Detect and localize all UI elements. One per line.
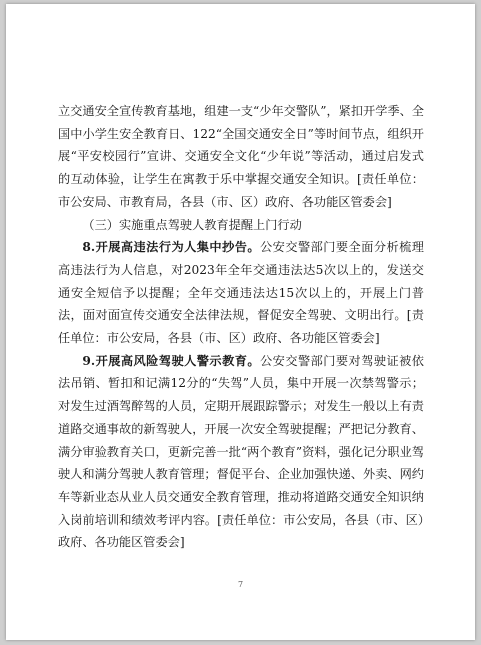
- item-paragraph-9: [58, 350, 424, 554]
- continuation-paragraph: 立交通安全宣传教育基地，组建一支“少年交警队”，紧扣开学季、全国中小学生安全教育日、122“全国交通安全日”等时间节点，组织开展“平安校园行”宣讲、交通安全文化“少年说”等活动，通过启发式的互动体验，让学生在寓教于乐中掌握交通安全知识。[责任单位：市公安局、市教育局，各县（市、区）政府、各功能区管委会]: [58, 104, 424, 209]
- section-heading: （三）实施重点驾驶人教育提醒上门行动: [82, 217, 302, 232]
- item-heading-9: 9.开展高风险驾驶人警示教育。: [82, 353, 261, 368]
- document-body: [58, 100, 424, 554]
- item-text-8: 公安交警部门要全面分析梳理高违法行为人信息，对2023年全年交通违法达5次以上的，发送交通安全短信予以提醒；全年交通违法达15次以上的，开展上门普法，面对面宣传交通安全法律法规，督促安全驾驶、文明出行。[责任单位：市公安局，各县（市、区）政府、各功能区管委会]: [58, 240, 424, 346]
- page-number: 7: [237, 580, 244, 589]
- item-text-9: 公安交警部门要对驾驶证被依法吊销、暂扣和记满12分的“失驾”人员，集中开展一次禁驾警示；对发生过酒驾醉驾的人员，定期开展跟踪警示；对发生一般以上有责道路交通事故的新驾驶人，开展一次安全驾驶提醒；严把记分教育、满分审验教育关口，更新完善一批“两个教育”资料，强化记分职业驾驶人和满分驾驶人教育管理；督促平台、企业加强快递、外卖、网约车等新业态从业人员交通安全教育管理，推动将道路交通安全知识纳入岗前培训和绩效考评内容。[责任单位：市公安局，各县（市、区）政府、各功能区管委会]: [58, 353, 424, 550]
- item-heading-8: 8.开展高违法行为人集中抄告。: [82, 240, 261, 255]
- item-paragraph-8: [58, 236, 424, 350]
- document-page: [6, 4, 475, 640]
